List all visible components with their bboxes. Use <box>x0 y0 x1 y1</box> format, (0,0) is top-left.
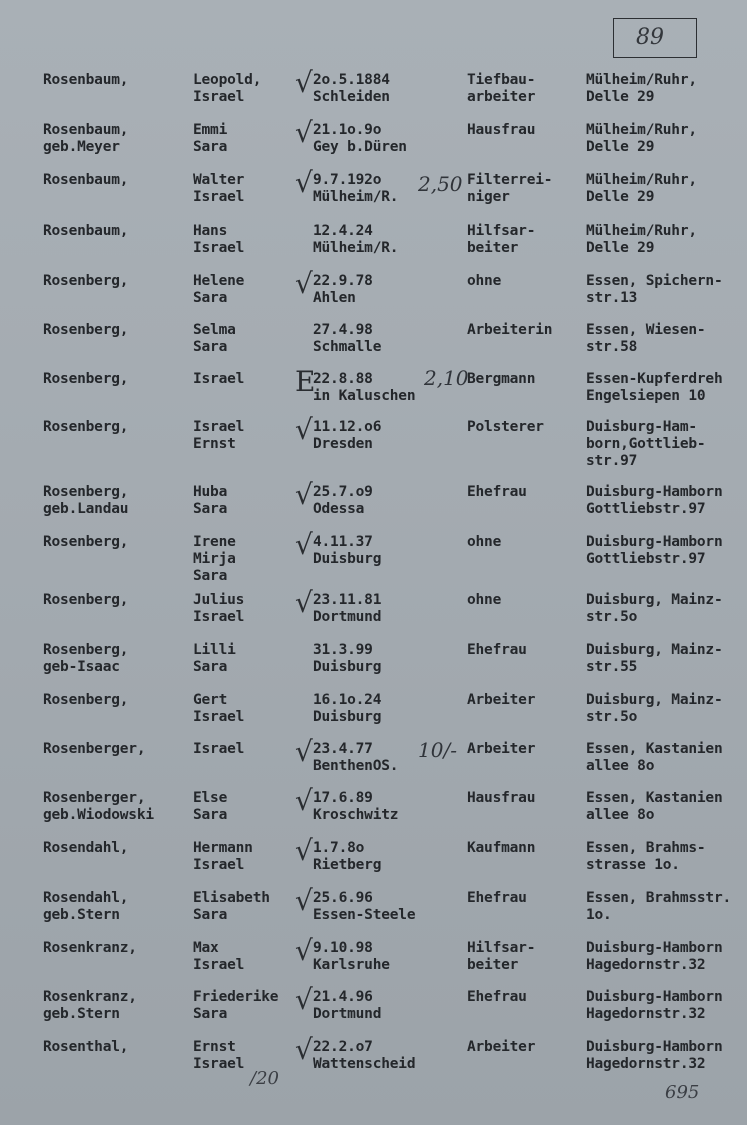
record-row <box>0 116 747 172</box>
checkmark: √ <box>295 413 313 446</box>
birth-cell: 25.7.o9 Odessa <box>313 484 373 517</box>
occupation-cell: Arbeiter <box>467 741 536 757</box>
surname-cell: Rosenberg, <box>43 534 129 550</box>
record-row <box>0 322 747 372</box>
surname-cell: Rosenberger, <box>43 741 146 757</box>
footer-mark-right: 695 <box>665 1082 700 1103</box>
surname-cell: Rosenberg, <box>43 371 129 387</box>
birth-cell: 23.11.81 Dortmund <box>313 592 382 625</box>
first-name-cell: Israel Ernst <box>193 419 245 452</box>
occupation-cell: Hilfsar- beiter <box>467 223 536 256</box>
birth-cell: 22.9.78 Ahlen <box>313 273 373 306</box>
occupation-cell: ohne <box>467 534 502 550</box>
first-name-cell: Friederike Sara <box>193 989 279 1022</box>
surname-cell: Rosenberg, <box>43 592 129 608</box>
surname-cell: Rosendahl, <box>43 840 129 856</box>
record-row <box>0 1033 747 1089</box>
occupation-cell: Bergmann <box>467 371 536 387</box>
first-name-cell: Hermann Israel <box>193 840 253 873</box>
surname-cell: Rosenberg, <box>43 322 129 338</box>
surname-cell: Rosendahl, geb.Stern <box>43 890 129 923</box>
checkmark: √ <box>295 66 313 99</box>
surname-cell: Rosenkranz, geb.Stern <box>43 989 137 1022</box>
checkmark: √ <box>295 983 313 1016</box>
occupation-cell: ohne <box>467 592 502 608</box>
record-row <box>0 983 747 1039</box>
surname-cell: Rosenbaum, <box>43 223 129 239</box>
first-name-cell: Lilli Sara <box>193 642 236 675</box>
first-name-cell: Israel <box>193 371 245 387</box>
occupation-cell: Filterrei- niger <box>467 172 553 205</box>
occupation-cell: Arbeiter <box>467 692 536 708</box>
checkmark: √ <box>295 586 313 619</box>
handwritten-annotation: 10/- <box>418 738 457 762</box>
birth-cell: 22.2.o7 Wattenscheid <box>313 1039 416 1072</box>
address-cell: Duisburg, Mainz- str.5o <box>586 592 723 625</box>
page-number: 89 <box>636 25 664 50</box>
first-name-cell: Selma Sara <box>193 322 236 355</box>
checkmark: √ <box>295 1033 313 1066</box>
record-row <box>0 223 747 273</box>
first-name-cell: Elisabeth Sara <box>193 890 270 923</box>
occupation-cell: Ehefrau <box>467 890 527 906</box>
address-cell: Essen, Kastanien allee 8o <box>586 741 723 774</box>
record-row <box>0 834 747 890</box>
birth-cell: 31.3.99 Duisburg <box>313 642 382 675</box>
occupation-cell: Arbeiterin <box>467 322 553 338</box>
occupation-cell: Hilfsar- beiter <box>467 940 536 973</box>
surname-cell: Rosenbaum, geb.Meyer <box>43 122 129 155</box>
occupation-cell: Polsterer <box>467 419 544 435</box>
birth-cell: 25.6.96 Essen-Steele <box>313 890 416 923</box>
address-cell: Mülheim/Ruhr, Delle 29 <box>586 72 697 105</box>
address-cell: Mülheim/Ruhr, Delle 29 <box>586 122 697 155</box>
birth-cell: 1.7.8o Rietberg <box>313 840 382 873</box>
first-name-cell: Israel <box>193 741 245 757</box>
birth-cell: 4.11.37 Duisburg <box>313 534 382 567</box>
birth-cell: 22.8.88 in Kaluschen <box>313 371 416 404</box>
record-row <box>0 692 747 742</box>
checkmark: √ <box>295 884 313 917</box>
handwritten-annotation: 2,50 <box>418 172 463 196</box>
record-row <box>0 784 747 840</box>
record-row <box>0 267 747 323</box>
checkmark: √ <box>295 116 313 149</box>
occupation-cell: Hausfrau <box>467 122 536 138</box>
record-row <box>0 884 747 940</box>
first-name-cell: Julius Israel <box>193 592 245 625</box>
first-name-cell: Helene Sara <box>193 273 245 306</box>
first-name-cell: Irene Mirja Sara <box>193 534 236 584</box>
address-cell: Duisburg-Hamborn Gottliebstr.97 <box>586 484 723 517</box>
first-name-cell: Gert Israel <box>193 692 245 725</box>
record-row <box>0 166 747 222</box>
occupation-cell: Ehefrau <box>467 642 527 658</box>
address-cell: Duisburg, Mainz- str.55 <box>586 642 723 675</box>
surname-cell: Rosenberg, <box>43 273 129 289</box>
checkmark: √ <box>295 784 313 817</box>
address-cell: Essen, Wiesen- str.58 <box>586 322 706 355</box>
first-name-cell: Ernst Israel <box>193 1039 245 1072</box>
address-cell: Duisburg-Ham- born,Gottlieb- str.97 <box>586 419 706 469</box>
first-name-cell: Hans Israel <box>193 223 245 256</box>
occupation-cell: Hausfrau <box>467 790 536 806</box>
surname-cell: Rosenberg, <box>43 692 129 708</box>
address-cell: Essen, Kastanien allee 8o <box>586 790 723 823</box>
checkmark: √ <box>295 166 313 199</box>
record-row <box>0 66 747 122</box>
checkmark: √ <box>295 267 313 300</box>
checkmark: √ <box>295 478 313 511</box>
record-row <box>0 528 747 584</box>
record-row <box>0 413 747 469</box>
first-name-cell: Walter Israel <box>193 172 245 205</box>
address-cell: Duisburg, Mainz- str.5o <box>586 692 723 725</box>
occupation-cell: ohne <box>467 273 502 289</box>
birth-cell: 17.6.89 Kroschwitz <box>313 790 399 823</box>
surname-cell: Rosenberger, geb.Wiodowski <box>43 790 154 823</box>
birth-cell: 9.10.98 Karlsruhe <box>313 940 390 973</box>
checkmark: √ <box>295 735 313 768</box>
birth-cell: 21.1o.9o Gey b.Düren <box>313 122 407 155</box>
record-row <box>0 735 747 791</box>
birth-cell: 2o.5.1884 Schleiden <box>313 72 390 105</box>
birth-cell: 23.4.77 BenthenOS. <box>313 741 399 774</box>
checkmark: √ <box>295 834 313 867</box>
birth-cell: 12.4.24 Mülheim/R. <box>313 223 399 256</box>
surname-cell: Rosenbaum, <box>43 172 129 188</box>
first-name-cell: Else Sara <box>193 790 228 823</box>
surname-cell: Rosenberg, geb-Isaac <box>43 642 129 675</box>
first-name-cell: Leopold, Israel <box>193 72 262 105</box>
first-name-cell: Max Israel <box>193 940 245 973</box>
handwritten-annotation: 2,10 <box>424 366 469 390</box>
surname-cell: Rosenberg, geb.Landau <box>43 484 129 517</box>
address-cell: Mülheim/Ruhr, Delle 29 <box>586 172 697 205</box>
occupation-cell: Kaufmann <box>467 840 536 856</box>
address-cell: Essen-Kupferdreh Engelsiepen 10 <box>586 371 723 404</box>
surname-cell: Rosenberg, <box>43 419 129 435</box>
first-name-cell: Emmi Sara <box>193 122 228 155</box>
first-name-cell: Huba Sara <box>193 484 228 517</box>
birth-cell: 21.4.96 Dortmund <box>313 989 382 1022</box>
record-row <box>0 365 747 421</box>
page-number-box <box>613 18 697 58</box>
birth-cell: 16.1o.24 Duisburg <box>313 692 382 725</box>
record-row <box>0 586 747 642</box>
address-cell: Duisburg-Hamborn Gottliebstr.97 <box>586 534 723 567</box>
record-row <box>0 642 747 692</box>
birth-cell: 9.7.192o Mülheim/R. <box>313 172 399 205</box>
occupation-cell: Tiefbau- arbeiter <box>467 72 536 105</box>
checkmark: E <box>295 365 316 398</box>
record-row <box>0 934 747 990</box>
checkmark: √ <box>295 934 313 967</box>
checkmark: √ <box>295 528 313 561</box>
address-cell: Essen, Brahmsstr. 1o. <box>586 890 732 923</box>
surname-cell: Rosenthal, <box>43 1039 129 1055</box>
surname-cell: Rosenbaum, <box>43 72 129 88</box>
address-cell: Mülheim/Ruhr, Delle 29 <box>586 223 697 256</box>
birth-cell: 11.12.o6 Dresden <box>313 419 382 452</box>
address-cell: Duisburg-Hamborn Hagedornstr.32 <box>586 1039 723 1072</box>
occupation-cell: Ehefrau <box>467 484 527 500</box>
record-row <box>0 478 747 534</box>
address-cell: Duisburg-Hamborn Hagedornstr.32 <box>586 940 723 973</box>
footer-mark-left: /20 <box>250 1068 279 1089</box>
birth-cell: 27.4.98 Schmalle <box>313 322 382 355</box>
address-cell: Essen, Spichern- str.13 <box>586 273 723 306</box>
address-cell: Essen, Brahms- strasse 1o. <box>586 840 706 873</box>
address-cell: Duisburg-Hamborn Hagedornstr.32 <box>586 989 723 1022</box>
surname-cell: Rosenkranz, <box>43 940 137 956</box>
occupation-cell: Arbeiter <box>467 1039 536 1055</box>
occupation-cell: Ehefrau <box>467 989 527 1005</box>
